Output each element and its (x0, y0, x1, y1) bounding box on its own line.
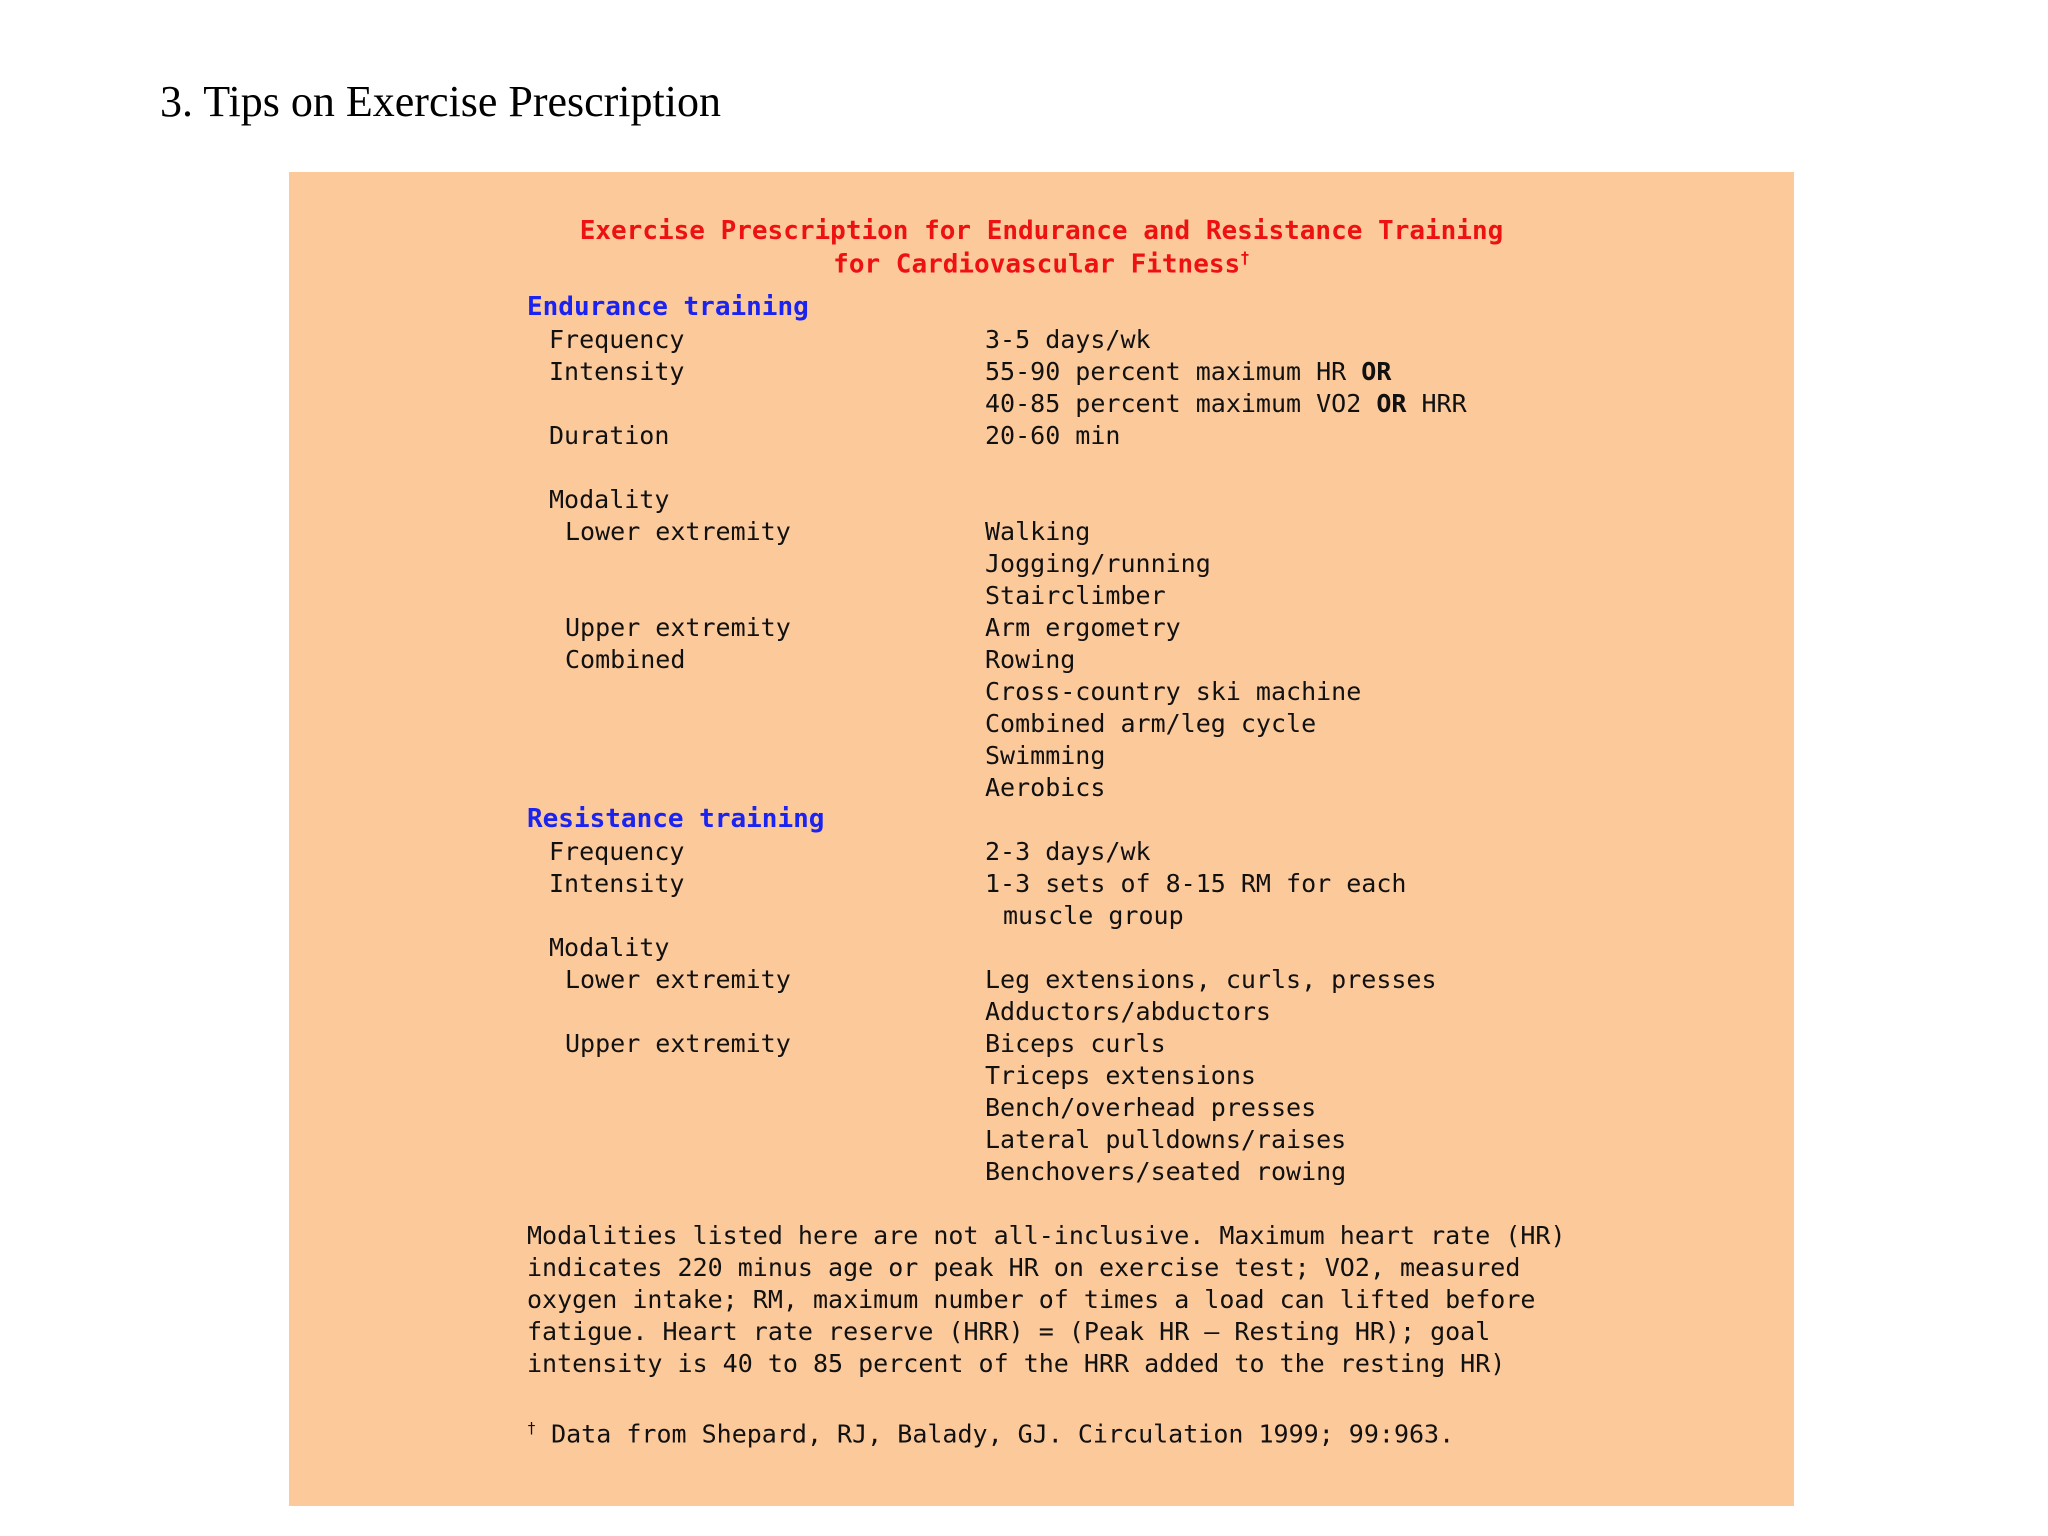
resistance-upper-item: Triceps extensions (985, 1061, 1256, 1090)
reference-text: Data from Shepard, RJ, Balady, GJ. Circulation 1999; 99:963. (536, 1419, 1455, 1449)
endurance-lower-item: Jogging/running (985, 549, 1211, 578)
resistance-upper-item: Benchovers/seated rowing (985, 1157, 1347, 1186)
resistance-lower-label: Lower extremity (565, 965, 791, 994)
note-line: intensity is 40 to 85 percent of the HRR added to the resting HR) (527, 1349, 1506, 1378)
resistance-upper-item: Bench/overhead presses (985, 1093, 1317, 1122)
reference-line (527, 1412, 1454, 1450)
endurance-combined-item: Rowing (985, 645, 1076, 674)
title-dagger: † (1240, 248, 1250, 267)
panel-title-line2 (289, 248, 1794, 280)
endurance-combined-label: Combined (565, 645, 686, 674)
endurance-lower-label: Lower extremity (565, 517, 791, 546)
resistance-upper-item: Biceps curls (985, 1029, 1166, 1058)
resistance-modality-label: Modality (549, 933, 670, 962)
resistance-intensity-value-2: muscle group (1003, 901, 1184, 930)
endurance-heading: Endurance training (527, 292, 809, 322)
resistance-intensity-label: Intensity (549, 869, 685, 898)
endurance-combined-item: Combined arm/leg cycle (985, 709, 1317, 738)
resistance-upper-label: Upper extremity (565, 1029, 791, 1058)
endurance-intensity-1-text: 55-90 percent maximum HR (985, 357, 1362, 386)
resistance-lower-item: Adductors/abductors (985, 997, 1271, 1026)
resistance-upper-item: Lateral pulldowns/raises (985, 1125, 1347, 1154)
note-line: fatigue. Heart rate reserve (HRR) = (Peak HR — Resting HR); goal (527, 1317, 1491, 1346)
or-keyword: OR (1361, 357, 1392, 386)
endurance-modality-label: Modality (549, 485, 670, 514)
endurance-intensity-value-1 (985, 356, 1391, 388)
endurance-frequency-value: 3-5 days/wk (985, 325, 1151, 354)
endurance-duration-value: 20-60 min (985, 421, 1121, 450)
endurance-intensity-2-text: 40-85 percent maximum VO2 (985, 389, 1377, 418)
endurance-lower-item: Walking (985, 517, 1091, 546)
endurance-intensity-label: Intensity (549, 357, 685, 386)
note-line: oxygen intake; RM, maximum number of times a load can lifted before (527, 1285, 1536, 1314)
resistance-intensity-value-1: 1-3 sets of 8-15 RM for each (985, 869, 1407, 898)
slide-title: 3. Tips on Exercise Prescription (160, 77, 721, 126)
endurance-duration-label: Duration (549, 421, 670, 450)
resistance-frequency-value: 2-3 days/wk (985, 837, 1151, 866)
endurance-intensity-2-tail: HRR (1406, 389, 1467, 418)
resistance-heading: Resistance training (527, 804, 825, 834)
note-line: indicates 220 minus age or peak HR on exercise test; VO2, measured (527, 1253, 1521, 1282)
endurance-frequency-label: Frequency (549, 325, 685, 354)
endurance-combined-item: Aerobics (985, 773, 1106, 802)
endurance-intensity-value-2 (985, 388, 1467, 420)
endurance-combined-item: Cross-country ski machine (985, 677, 1362, 706)
endurance-upper-label: Upper extremity (565, 613, 791, 642)
endurance-lower-item: Stairclimber (985, 581, 1166, 610)
panel-title-line1: Exercise Prescription for Endurance and Resistance Training (579, 216, 1504, 246)
resistance-lower-item: Leg extensions, curls, presses (985, 965, 1437, 994)
endurance-upper-item: Arm ergometry (985, 613, 1181, 642)
endurance-combined-item: Swimming (985, 741, 1106, 770)
panel-title-line2-text: for Cardiovascular Fitness (833, 249, 1241, 280)
note-line: Modalities listed here are not all-inclusive. Maximum heart rate (HR) (527, 1221, 1566, 1250)
or-keyword: OR (1376, 389, 1407, 418)
reference-dagger: † (527, 1419, 537, 1437)
prescription-panel (289, 172, 1794, 1506)
resistance-frequency-label: Frequency (549, 837, 685, 866)
